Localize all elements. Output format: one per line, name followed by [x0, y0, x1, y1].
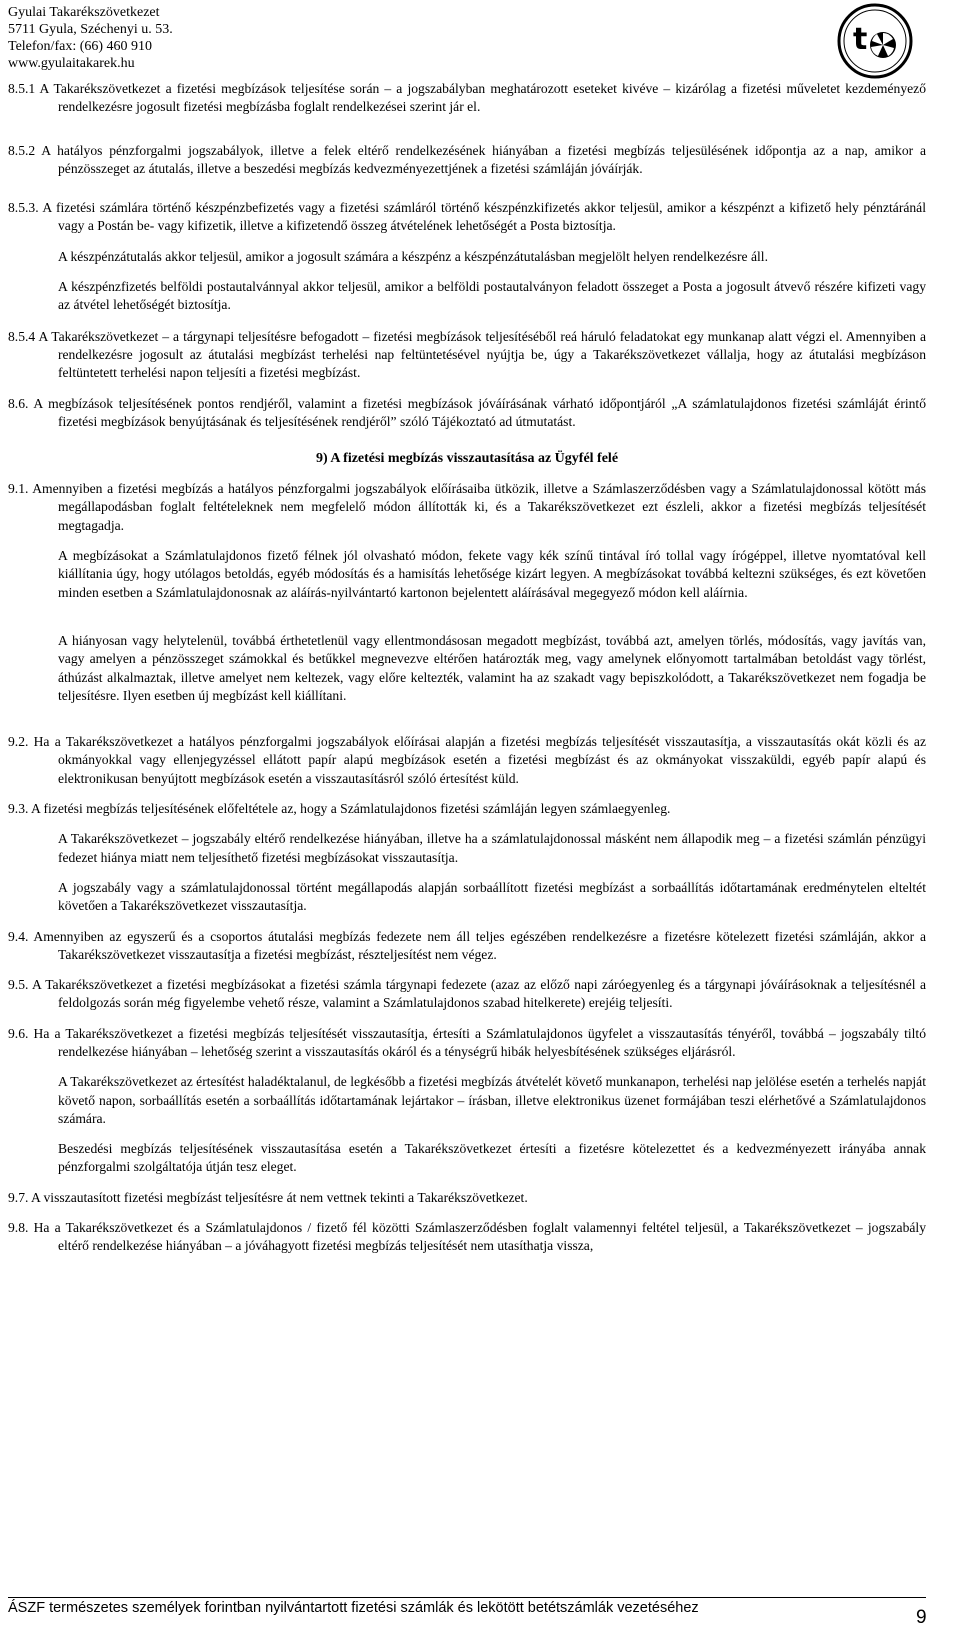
logo-letter: t — [853, 22, 868, 57]
paragraph-9-1-defective-orders: A hiányosan vagy helytelenül, továbbá érthetetlenül vagy ellentmondásosan megadott megbízást, továbbá azt, amelyen törlés, módosítás, vagy javítás van, vagy amelyen a pénzösszeget számokkal és betűkkel megnevezve eltérően határozták meg, vagy amelynek előnyomott tartalmában betoldást vagy törlést, áthúzást alkalmaztak, illetve amelyet nem keltezek, vagy előre keltezték, valamint ha az szakadt vagy bepiszkolódott, a Takarékszövetkezet nem fogadja be teljesítésre. Ilyen esetben új megbízást kell kiállítani. — [58, 632, 926, 703]
page-number: 9 — [916, 1607, 927, 1628]
bank-website[interactable]: www.gyulaitakarek.hu — [8, 56, 135, 71]
paragraph-9-3-queued-orders: A jogszabály vagy a számlatulajdonossal történt megállapodás alapján sorbaállított fizetési megbízást a sorbaállítás időtartamának eredménytelen elteltét követően a Takarékszövetkezet visszautasítja. — [58, 879, 926, 914]
paragraph-8-5-3: 8.5.3. A fizetési számlára történő készpénzbefizetés vagy a fizetési számláról történő készpénzkifizetés akkor teljesül, amikor a készpénzt a kifizető hely pénztáránál vagy a Postán be- vagy kifizetik, illetve a kifizetendő összeg átvételének lehetőségét a Posta biztosítja. — [8, 200, 926, 234]
paragraph-8-5-1: 8.5.1 A Takarékszövetkezet a fizetési megbízások teljesítése során – a jogszabályban meghatározott eseteket kivéve – kizárólag a fizetési műveletet kezdeményező rendelkezésre jogosult fizetési megbízásba foglalt rendelkezései szerint jár el. — [8, 81, 926, 115]
paragraph-9-1-form-requirements: A megbízásokat a Számlatulajdonos fizető félnek jól olvasható módon, fekete vagy kék színű tintával író tollal vagy írógéppel, illetve nyomtatóval kell kiállítania úgy, hogy utólagos betoldás, egyéb módosítás és a hamisítás lehetősége kizárt legyen. A megbízásokat továbbá keltezni szükséges, és ezt követően minden esetben a Számlatulajdonosnak az aláírás-nyilvántartó kartonon bejelentett aláírásával megegyező módon kell aláírnia. — [58, 548, 926, 600]
paragraph-8-5-2: 8.5.2 A hatályos pénzforgalmi jogszabályok, illetve a felek eltérő rendelkezésének hiányában a fizetési megbízás teljesülésének időpontja az a nap, amikor a pénzösszeget az átutalás, illetve a beszedési megbízás kedvezményezettjének a fizetési számláján jóváírják. — [8, 142, 926, 176]
bank-name: Gyulai Takarékszövetkezet — [8, 5, 160, 20]
section-9-heading: 9) A fizetési megbízás visszautasítása az Ügyfél felé — [315, 451, 619, 467]
paragraph-8-5-4: 8.5.4 A Takarékszövetkezet – a tárgynapi teljesítésre befogadott – fizetési megbízások teljesítéséből reá háruló feladatokat egy munkanap alatt végzi el. Amennyiben a rendelkezésre jogosult az átutalási megbízást terhelési nap feltüntetésével nyújtja be, úgy a Takarékszövetkezet vállalja, hogy az átutalási megbízáson feltüntetett terhelési napon teljesíti a fizetési megbízást. — [8, 328, 926, 381]
paragraph-8-5-3-cash-transfer: A készpénzátutalás akkor teljesül, amikor a jogosult számára a készpénz a készpénzátutalásban megjelölt helyen rendelkezésre áll. — [58, 248, 768, 264]
paragraph-9-8: 9.8. Ha a Takarékszövetkezet és a Számlatulajdonos / fizető fél közötti Számlaszerződésben foglalt valamennyi feltétel teljesül, a Takarékszövetkezet – jogszabály eltérő rendelkezése hiányában – a jóváhagyott fizetési megbízás teljesítését nem utasíthatja vissza, — [8, 1220, 926, 1254]
paragraph-9-4: 9.4. Amennyiben az egyszerű és a csoportos átutalási megbízás fedezete nem áll teljes egészében rendelkezésre a fizetésre kötelezett fizetési számláján, akkor a Takarékszövetkezet visszautasítja a fizetési megbízást, részteljesítést nem végez. — [8, 928, 926, 962]
paragraph-9-6-notification: A Takarékszövetkezet az értesítést haladéktalanul, de legkésőbb a fizetési megbízás átvételét követő munkanapon, terhelési nap jelölése esetén a terhelés napját követő napon, sorbaállítás esetén a sorbaállítás időtartamának lejártakor – írásban, illetve elektronikus üzenet formájában teszi elérhetővé a Számlatulajdonos számára. — [58, 1074, 926, 1126]
paragraph-9-6: 9.6. Ha a Takarékszövetkezet a fizetési megbízás teljesítését visszautasítja, értesíti a Számlatulajdonos ügyfelet a visszautasítás tényéről, továbbá – jogszabály tiltó rendelkezése hiányában – lehetőség szerint a visszautasítás okáról és a ténységrű hibák helyesbítésének szükséges eljárásról. — [8, 1025, 926, 1059]
bank-phone: Telefon/fax: (66) 460 910 — [8, 39, 153, 54]
footer-title: ÁSZF természetes személyek forintban nyilvántartott fizetési számlák és lekötött betétszámlák vezetéséhez — [8, 1600, 699, 1616]
paragraph-9-2: 9.2. Ha a Takarékszövetkezet a hatályos pénzforgalmi jogszabályok előírásai alapján a fizetési megbízás teljesítését visszautasítja, a visszautasítás okát közli és az okmányokkal vagy ellenjegyzéssel ellátott papír alapú megbízások esetén a fizetési megbízást és az okmányokat visszaküldi, egyéb papír alapú és elektronikusan benyújtott megbízások esetén a visszautasításról szóló értesítést küld. — [8, 734, 926, 786]
document-body — [8, 80, 926, 1256]
paragraph-9-7: 9.7. A visszautasított fizetési megbízást teljesítésre át nem vettnek tekinti a Takarékszövetkezet. — [8, 1189, 528, 1205]
footer-divider — [8, 1597, 926, 1598]
bank-address: 5711 Gyula, Széchenyi u. 53. — [8, 22, 173, 37]
paragraph-9-6-collection: Beszedési megbízás teljesítésének visszautasítása esetén a Takarékszövetkezet értesíti a fizetésre kötelezettet és a kedvezményezett irányába annak pénzforgalmi szolgáltatója útján tesz eleget. — [58, 1141, 926, 1175]
paragraph-9-3-insufficient-funds: A Takarékszövetkezet – jogszabály eltérő rendelkezése hiányában, illetve ha a számlatulajdonossal másként nem állapodik meg – a fizetési számlán pénzügyi fedezet hiánya miatt nem teljesíthető fizetési megbízásokat visszautasítja. — [58, 831, 926, 865]
paragraph-9-1: 9.1. Amennyiben a fizetési megbízás a hatályos pénzforgalmi jogszabályok előírásaiba ütközik, illetve a Számlaszerződésben vagy a Számlatulajdonossal kötött más megállapodásban foglalt feltételeknek nem megfelelő módon állították ki, és a Takarékszövetkezet ezt észleli, akkor a fizetési megbízás teljesítését megtagadja. — [8, 481, 926, 533]
bank-letterhead — [8, 4, 173, 72]
paragraph-9-3: 9.3. A fizetési megbízás teljesítésének előfeltétele az, hogy a Számlatulajdonos fizetési számláján legyen számlaegyenleg. — [8, 801, 671, 817]
paragraph-9-5: 9.5. A Takarékszövetkezet a fizetési megbízásokat a fizetési számla tárgynapi fedezete (azaz az előző napi záróegyenleg és a tárgynapi jóváírásoknak a teljesítésnél a feldolgozás során még figyelembe vehető része, valamint a Számlatulajdonos szabad hitelkerete) erejéig teljesíti. — [8, 977, 926, 1011]
paragraph-8-5-3-postal-order: A készpénzfizetés belföldi postautalvánnyal akkor teljesül, amikor a belföldi postautalványon feladott összeget a Posta a jogosult átvevő részére kifizeti vagy az átvétel lehetőségét biztosítja. — [58, 279, 926, 313]
paragraph-8-6: 8.6. A megbízások teljesítésének pontos rendjéről, valamint a fizetési megbízások jóváírásának várható időpontjáról „A számlatulajdonos fizetési számláját érintő fizetési megbízások benyújtásának és teljesítésének rendjéről” szóló Tájékoztató ad útmutatást. — [8, 395, 926, 429]
takarek-logo-icon — [837, 3, 913, 79]
